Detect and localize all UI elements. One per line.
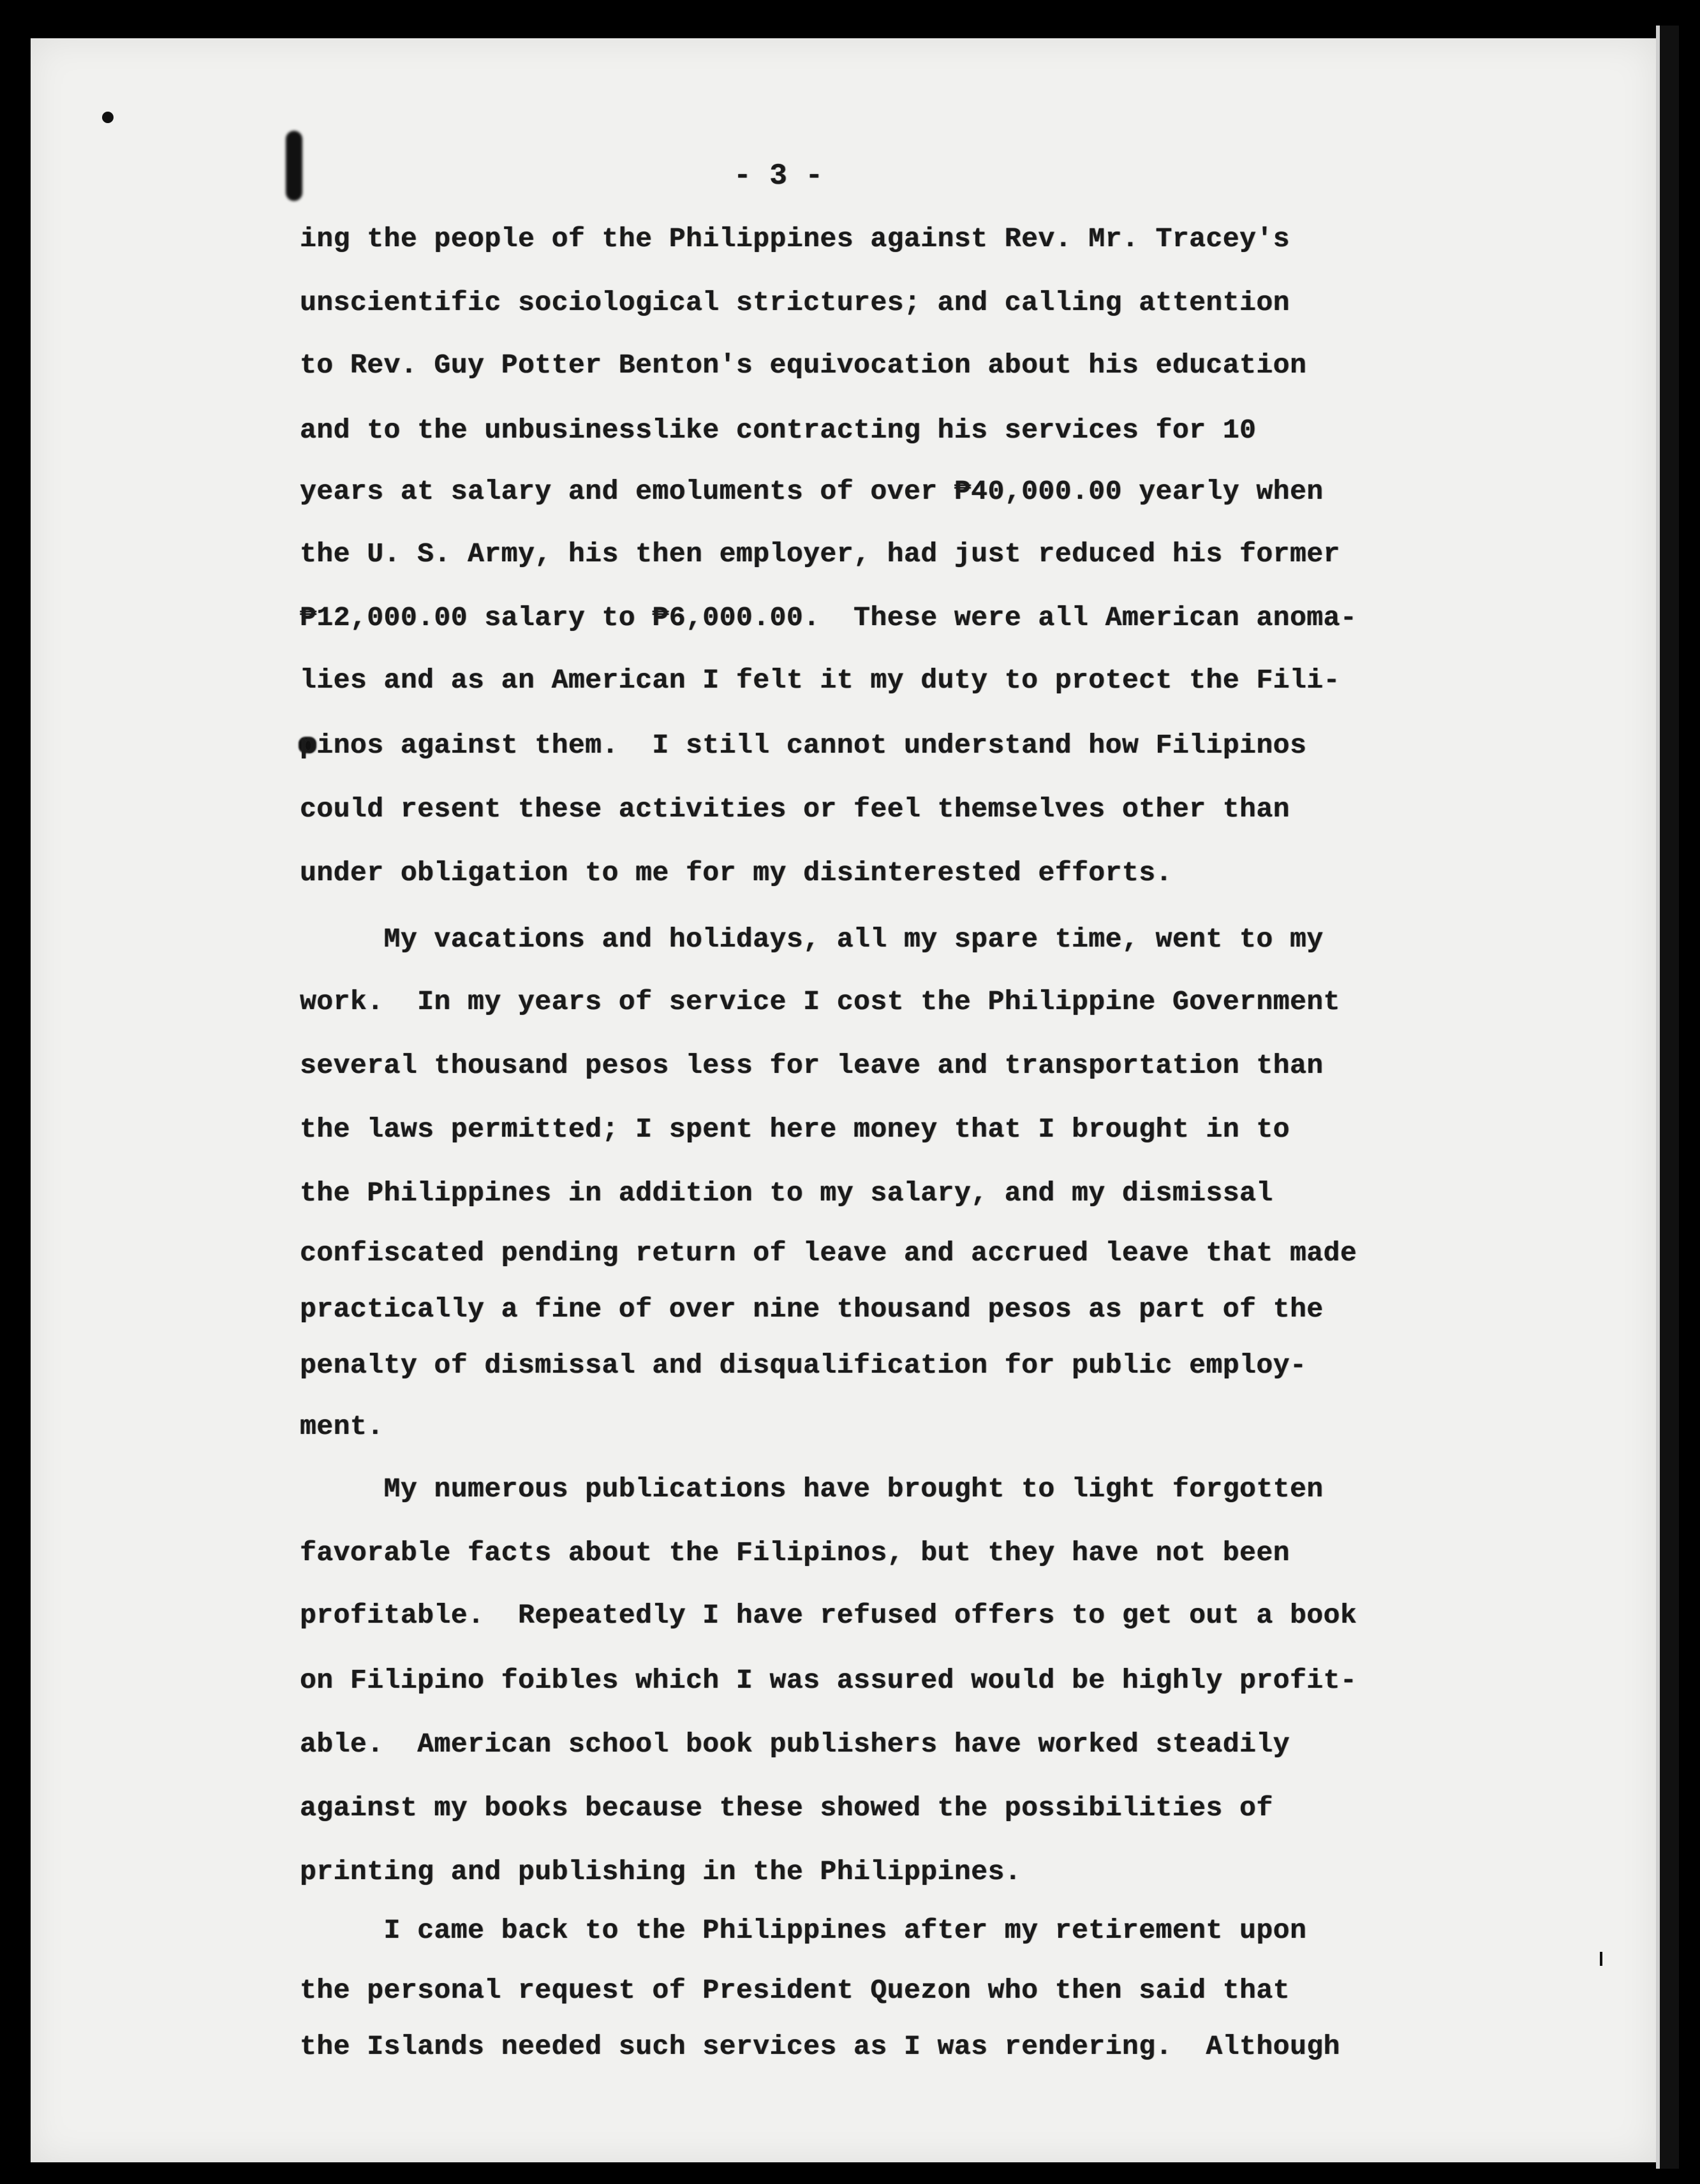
text-line: favorable facts about the Filipinos, but they have not been: [300, 1537, 1290, 1568]
text-line: able. American school book publishers have worked steadily: [300, 1729, 1290, 1760]
text-line: My numerous publications have brought to light forgotten: [300, 1473, 1324, 1505]
text-line: ₱12,000.00 salary to ₱6,000.00. These were all American anoma-: [300, 602, 1357, 633]
text-line: printing and publishing in the Philippines.: [300, 1856, 1022, 1887]
text-line: the U. S. Army, his then employer, had just reduced his former: [300, 538, 1340, 570]
text-line: My vacations and holidays, all my spare time, went to my: [300, 924, 1324, 955]
page-number: - 3 -: [734, 159, 824, 193]
text-line: ment.: [300, 1411, 384, 1442]
page-edge-shadow: [1656, 26, 1679, 2169]
text-line: the Philippines in addition to my salary, and my dismissal: [300, 1177, 1273, 1209]
text-line: several thousand pesos less for leave and transportation than: [300, 1050, 1324, 1081]
text-line: lies and as an American I felt it my duty to protect the Fili-: [300, 665, 1340, 696]
text-line: ing the people of the Philippines against Rev. Mr. Tracey's: [300, 223, 1290, 255]
text-line: against my books because these showed the possibilities of: [300, 1792, 1273, 1824]
text-line: the laws permitted; I spent here money that I brought in to: [300, 1114, 1290, 1145]
text-line: years at salary and emoluments of over ₱40,000.00 yearly when: [300, 476, 1324, 507]
text-line: and to the unbusinesslike contracting his services for 10: [300, 415, 1257, 446]
text-line: I came back to the Philippines after my retirement upon: [300, 1915, 1307, 1946]
ink-smudge-mark: [286, 131, 302, 201]
text-line: to Rev. Guy Potter Benton's equivocation about his education: [300, 350, 1307, 381]
text-line: profitable. Repeatedly I have refused offers to get out a book: [300, 1600, 1357, 1631]
text-line: pinos against them. I still cannot understand how Filipinos: [300, 730, 1307, 761]
text-line: on Filipino foibles which I was assured would be highly profit-: [300, 1665, 1357, 1696]
text-line: under obligation to me for my disinterested efforts.: [300, 857, 1172, 889]
punch-hole-mark: [102, 112, 114, 123]
text-line: could resent these activities or feel themselves other than: [300, 793, 1290, 825]
text-line: practically a fine of over nine thousand pesos as part of the: [300, 1294, 1324, 1325]
text-line: the personal request of President Quezon who then said that: [300, 1975, 1290, 2006]
text-line: penalty of dismissal and disqualification for public employ-: [300, 1350, 1307, 1381]
text-line: unscientific sociological strictures; and calling attention: [300, 287, 1290, 318]
ink-tick-mark: [1600, 1952, 1602, 1966]
text-line: confiscated pending return of leave and accrued leave that made: [300, 1237, 1357, 1269]
text-line: work. In my years of service I cost the Philippine Government: [300, 986, 1340, 1017]
text-line: the Islands needed such services as I was rendering. Although: [300, 2031, 1340, 2062]
